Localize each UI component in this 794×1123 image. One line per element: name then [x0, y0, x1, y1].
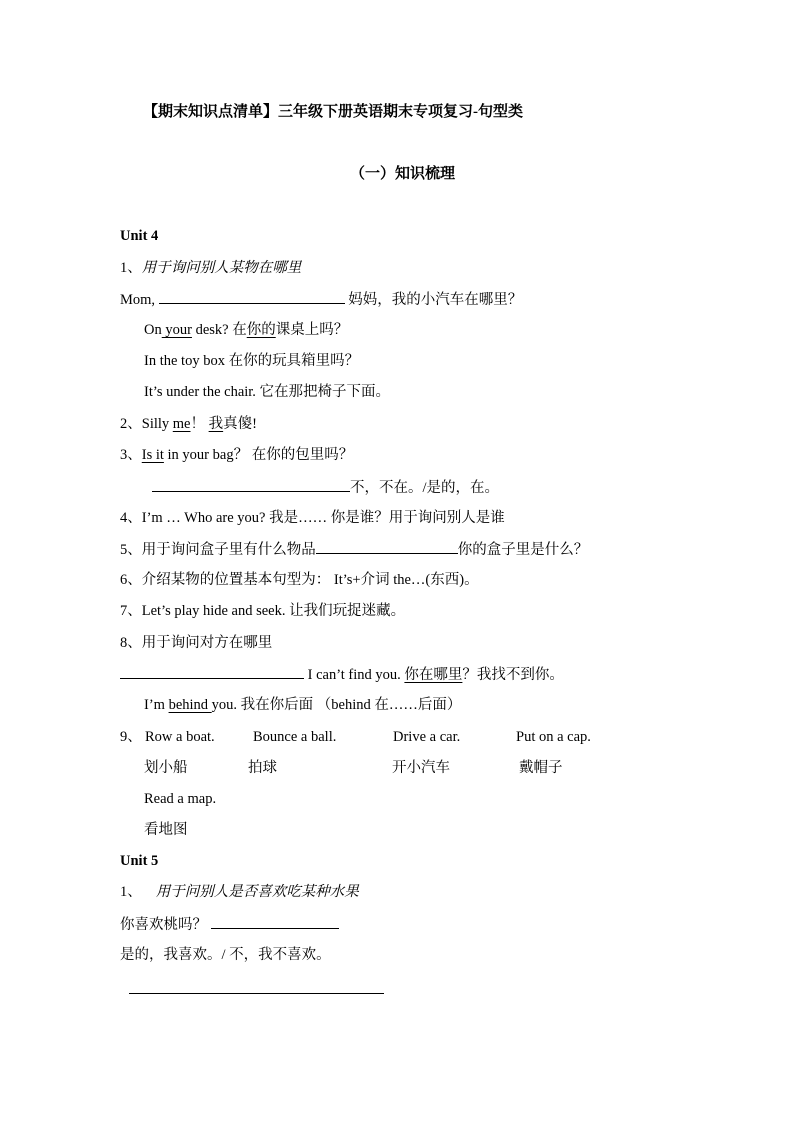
action-5-cn: 看地图 — [144, 822, 188, 838]
u4-mom-line — [120, 289, 522, 310]
action-2-en: Bounce a ball. — [253, 729, 337, 745]
on-e: 课桌上吗？ — [275, 322, 349, 338]
action-4-cn: 戴帽子 — [519, 760, 563, 776]
answer-blank-final[interactable] — [129, 993, 384, 994]
find-a: I can’t find you. — [304, 667, 405, 683]
action-5-en: Read a map. — [144, 791, 217, 807]
u5-item1 — [120, 882, 359, 902]
answer-blank-peach[interactable] — [211, 914, 339, 929]
u4-item1 — [120, 258, 301, 278]
behind-b: behind — [168, 697, 212, 713]
mom-prefix: Mom, — [120, 292, 156, 308]
i2-c: ！ — [190, 416, 209, 432]
u4-toybox: In the toy box 在你的玩具箱里吗？ — [144, 353, 360, 369]
mom-cn: 妈妈，我的小汽车在哪里？ — [348, 292, 523, 308]
answer-blank-where[interactable] — [120, 664, 304, 679]
action-3-cn: 开小汽车 — [392, 760, 450, 776]
on-d: 你的 — [246, 322, 276, 338]
u4-item3-answer — [152, 477, 499, 498]
u4-item3 — [120, 445, 353, 465]
u5-answer: 是的，我喜欢。/ 不，我不喜欢。 — [120, 947, 331, 963]
u4-item4: 4、I’m … Who are you? 我是…… 你是谁？用于询问别人是谁 — [120, 510, 505, 526]
action-1-cn: 划小船 — [144, 760, 188, 776]
u4-item9-label: 9、 — [120, 729, 142, 745]
u4-item8: 8、用于询问对方在哪里 — [120, 635, 273, 651]
behind-c: you. 我在你后面 （behind 在……后面） — [211, 697, 462, 713]
u4-on-desk — [144, 320, 348, 340]
u4-item2 — [120, 414, 257, 434]
i3-c: in your bag？ 在你的包里吗？ — [163, 447, 354, 463]
unit5-heading: Unit 5 — [120, 853, 159, 869]
i2-d: 我 — [208, 416, 224, 432]
u4-item7: 7、Let’s play hide and seek. 让我们玩捉迷藏。 — [120, 603, 406, 619]
action-1-en: Row a boat. — [145, 729, 215, 745]
u4-find-line — [120, 664, 564, 685]
u5-item1-text: 用于问别人是否喜欢吃某种水果 — [155, 884, 359, 900]
u5-peach-line — [120, 914, 339, 935]
on-c: desk? 在 — [191, 322, 247, 338]
on-a: On — [144, 322, 162, 338]
action-4-en: Put on a cap. — [516, 729, 591, 745]
behind-a: I’m — [144, 697, 169, 713]
i3-b: Is it — [141, 447, 164, 463]
section-heading: （一）知识梳理 — [350, 166, 456, 182]
u4-under: It’s under the chair. 它在那把椅子下面。 — [144, 384, 391, 400]
document-title: 【期末知识点清单】三年级下册英语期末专项复习-句型类 — [143, 104, 523, 120]
i3-a: 3、 — [120, 447, 142, 463]
u4-item5 — [120, 539, 588, 560]
i2-e: 真傻! — [223, 416, 257, 432]
unit4-heading: Unit 4 — [120, 228, 159, 244]
find-b: 你在哪里 — [404, 667, 463, 683]
on-b: your — [161, 322, 192, 338]
action-2-cn: 拍球 — [248, 760, 277, 776]
peach-question: 你喜欢桃吗？ — [120, 917, 207, 933]
i2-a: 2、Silly — [120, 416, 173, 432]
i5-b: 你的盒子里是什么？ — [457, 542, 589, 558]
i2-b: me — [172, 416, 191, 432]
answer-blank-mom[interactable] — [159, 289, 345, 304]
u4-item1-label: 1、 — [120, 260, 142, 276]
action-3-en: Drive a car. — [393, 729, 461, 745]
i3-ans: 不，不在。/是的，在。 — [350, 480, 500, 496]
u4-item6: 6、介绍某物的位置基本句型为： It’s+介词 the…(东西)。 — [120, 572, 479, 588]
answer-blank-box[interactable] — [316, 539, 458, 554]
u4-item1-text: 用于询问别人某物在哪里 — [141, 260, 302, 276]
u4-behind — [144, 695, 461, 715]
i5-a: 5、用于询问盒子里有什么物品 — [120, 542, 316, 558]
u5-item1-label: 1、 — [120, 884, 142, 900]
answer-blank-bag[interactable] — [152, 477, 350, 492]
find-c: ？我找不到你。 — [462, 667, 564, 683]
